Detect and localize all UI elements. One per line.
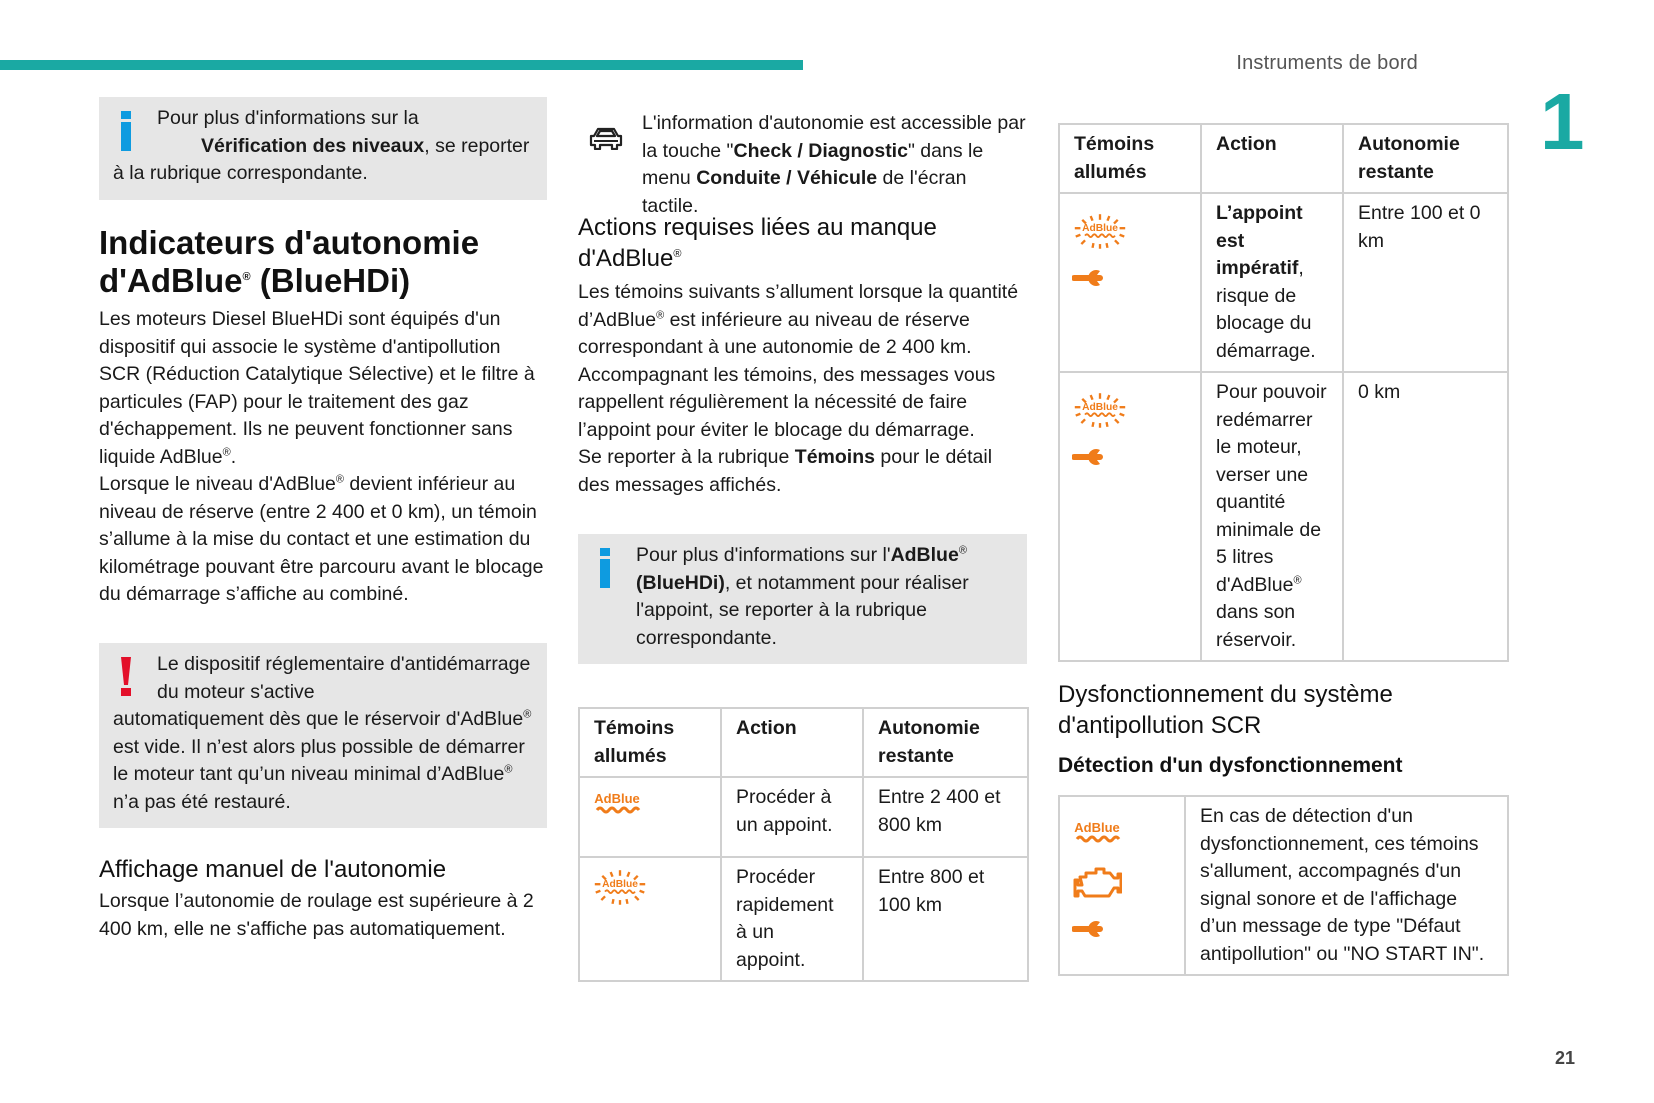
adblue-flashing-icon — [1072, 212, 1128, 250]
page-title: Indicateurs d'autonomie d'AdBlue® (BlueHDi) — [99, 224, 480, 299]
table-row: L’appoint est impératif, risque de blocage du démarrage. Entre 100 et 0 km — [1059, 193, 1508, 372]
adblue-flashing-icon — [592, 868, 648, 906]
fault-table — [1058, 795, 1509, 976]
subtitle-detection: Détection d'un dysfonctionnement — [1058, 754, 1403, 777]
intro-text: Les moteurs Diesel BlueHDi sont équipés d'un dispositif qui associe le système d'antipollution SCR (Réduction Catalytique Sélective) et le filtre à particules (FAP) pour le traitement des gaz d'échappement. Ils ne peuvent fonctionner sans liquide AdBlue®. Lorsque le niveau d'AdBlue® devient inférieur au niveau de réserve (entre 2 400 et 0 km), un témoin s’allume à la mise du contact et une estimation du kilométrage pouvant être parcouru avant le blocage du démarrage s’affiche au combiné. — [99, 308, 544, 605]
indicator-cell — [1059, 193, 1201, 372]
subtitle-manual-display: Affichage manuel de l'autonomie — [99, 856, 447, 883]
subtitle-scr-fault: Dysfonctionnement du système d'antipollution SCR — [1058, 681, 1393, 739]
warning-note: Le dispositif réglementaire d'antidémarrage du moteur s'active automatiquement dès que le réservoir d'AdBlue® est vide. Il n’est alors plus possible de démarrer le moteur tant qu’un niveau minimal d’AdBlue® n’a pas été restauré. — [99, 643, 547, 828]
car-icon — [588, 126, 624, 155]
adblue-critical-table — [1058, 123, 1509, 662]
info-icon — [119, 111, 133, 151]
table-header-row: Témoins allumés Action Autonomie restante — [579, 708, 1028, 777]
info-note-bold: Vérification des niveaux — [201, 134, 425, 157]
table-row: Procéder à un appoint. Entre 2 400 et 800 km — [579, 777, 1028, 857]
section-title: Instruments de bord — [1236, 52, 1418, 74]
adblue-icon — [592, 788, 642, 818]
table-row: Procéder rapidement à un appoint. Entre 800 et 100 km — [579, 857, 1028, 981]
actions-text: Les témoins suivants s’allument lorsque la quantité d’AdBlue® est inférieure au niveau de réserve correspondant à une autonomie de 2 400 km. Accompagnant les témoins, des messages vous rappellent régulièrement la nécessité de faire l’appoint pour éviter le blocage du démarrage. Se reporter à la rubrique Témoins pour le détail des messages affichés. — [578, 281, 1019, 496]
info-note-adblue: Pour plus d'informations sur l'AdBlue® (BlueHDi), et notamment pour réaliser l'appoint, se reporter à la rubrique correspondante. — [578, 534, 1027, 664]
indicator-cell — [579, 777, 721, 857]
table-header-row: Témoins allumés Action Autonomie restante — [1059, 124, 1508, 193]
adblue-icon — [1072, 817, 1122, 847]
chapter-number: 1 — [1540, 77, 1585, 166]
wrench-icon — [1072, 447, 1116, 467]
indicator-cell — [579, 857, 721, 981]
info-note-lead: Pour plus d'informations sur la — [157, 107, 419, 129]
warning-icon — [119, 657, 133, 697]
info-note-body: Vérification des niveaux, se reporter à la rubrique correspondante. — [113, 134, 530, 184]
indicator-cell — [1059, 796, 1185, 975]
accent-bar — [0, 60, 803, 70]
page-number: 21 — [1555, 1048, 1576, 1068]
table-row: En cas de détection d'un dysfonctionnement, ces témoins s'allument, accompagnés d'un signal sonore et de l'affichage d’un message de type "Défaut antipollution" ou "NO START IN". — [1059, 796, 1508, 975]
info-note-levels — [99, 97, 547, 200]
wrench-icon — [1072, 268, 1116, 288]
adblue-range-table — [578, 707, 1029, 982]
manual-display-text: Lorsque l’autonomie de roulage est supérieure à 2 400 km, elle ne s'affiche pas automatiquement. — [99, 890, 534, 940]
indicator-cell — [1059, 372, 1201, 661]
engine-icon — [1072, 863, 1122, 903]
wrench-icon — [1072, 919, 1116, 939]
table-row: Pour pouvoir redémarrer le moteur, verser une quantité minimale de 5 litres d'AdBlue® dans son réservoir. 0 km — [1059, 372, 1508, 661]
adblue-flashing-icon — [1072, 391, 1128, 429]
subtitle-actions: Actions requises liées au manque d'AdBlue® — [578, 214, 937, 272]
car-note: L'information d'autonomie est accessible par la touche "Check / Diagnostic" dans le menu Conduite / Véhicule de l'écran tactile. — [578, 110, 1027, 220]
info-icon — [598, 548, 612, 588]
